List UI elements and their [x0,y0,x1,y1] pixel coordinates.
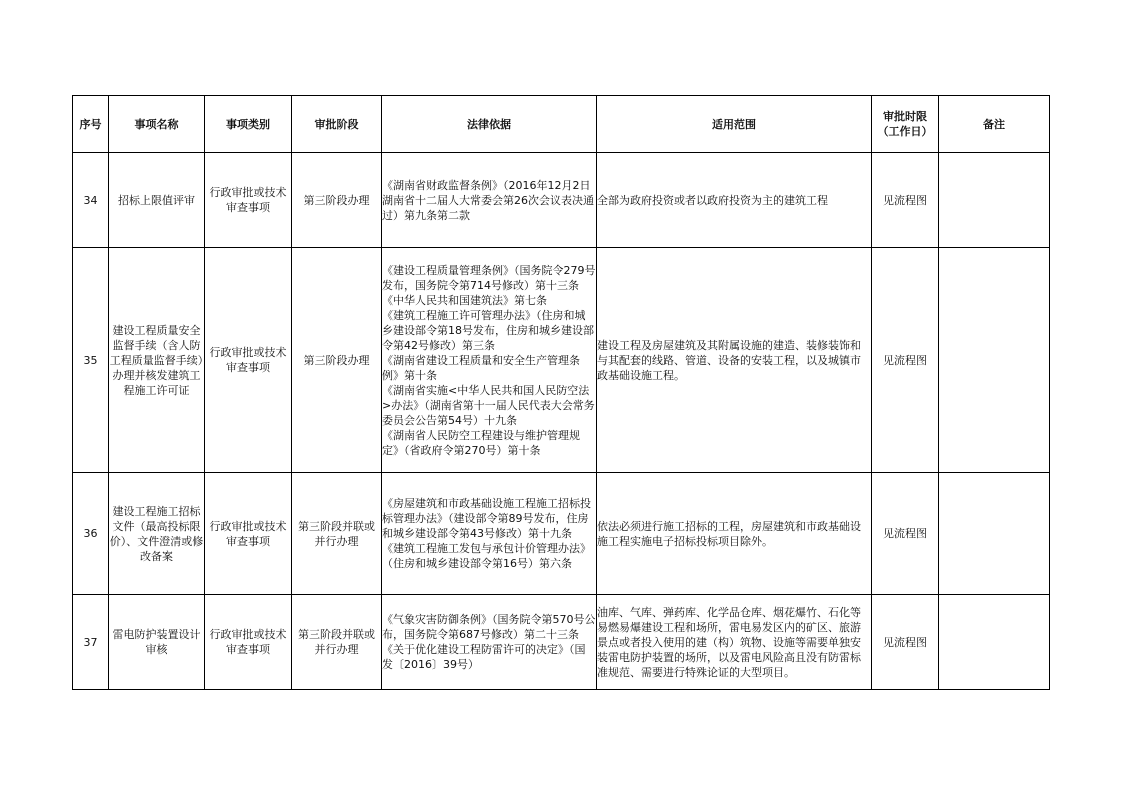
cell-scope: 全部为政府投资或者以政府投资为主的建筑工程 [597,153,872,248]
cell-category: 行政审批或技术 审查事项 [205,153,292,248]
cell-no: 37 [73,595,109,690]
cell-no: 35 [73,248,109,473]
cell-no: 34 [73,153,109,248]
header-category: 事项类别 [205,96,292,153]
cell-note [939,595,1050,690]
cell-category: 行政审批或技术 审查事项 [205,473,292,595]
cell-stage: 第三阶段办理 [292,153,382,248]
cell-time: 见流程图 [872,248,939,473]
cell-name: 招标上限值评审 [109,153,205,248]
header-stage: 审批阶段 [292,96,382,153]
cell-name: 雷电防护装置设计审核 [109,595,205,690]
cell-law: 《房屋建筑和市政基础设施工程施工招标投标管理办法》（建设部令第89号发布，住房和城乡建设部令第43号修改）第十九条 《建筑工程施工发包与承包计价管理办法》（住房和城乡建设部令第16号）第六条 [382,473,597,595]
cell-note [939,153,1050,248]
header-law: 法律依据 [382,96,597,153]
cell-law: 《湖南省财政监督条例》（2016年12月2日湖南省十二届人大常委会第26次会议表决通过）第九条第二款 [382,153,597,248]
cell-time: 见流程图 [872,473,939,595]
table-row [73,473,1050,595]
table-header-row [73,96,1050,153]
cell-category: 行政审批或技术 审查事项 [205,595,292,690]
table-row [73,153,1050,248]
cell-stage: 第三阶段并联或 并行办理 [292,473,382,595]
cell-note [939,248,1050,473]
cell-law: 《气象灾害防御条例》（国务院令第570号公布，国务院令第687号修改）第二十三条 《关于优化建设工程防雷许可的决定》（国发〔2016〕39号） [382,595,597,690]
cell-name: 建设工程质量安全监督手续（含人防工程质量监督手续）办理并核发建筑工程施工许可证 [109,248,205,473]
header-no: 序号 [73,96,109,153]
cell-scope: 依法必须进行施工招标的工程，房屋建筑和市政基础设施工程实施电子招标投标项目除外。 [597,473,872,595]
cell-time: 见流程图 [872,153,939,248]
cell-no: 36 [73,473,109,595]
header-name: 事项名称 [109,96,205,153]
header-note: 备注 [939,96,1050,153]
cell-scope: 油库、气库、弹药库、化学品仓库、烟花爆竹、石化等易燃易爆建设工程和场所，雷电易发区内的矿区、旅游景点或者投入使用的建（构）筑物、设施等需要单独安装雷电防护装置的场所，以及雷电风险高且没有防雷标准规范、需要进行特殊论证的大型项目。 [597,595,872,690]
cell-stage: 第三阶段办理 [292,248,382,473]
cell-stage: 第三阶段并联或 并行办理 [292,595,382,690]
approval-items-table [72,95,1050,690]
table-row [73,248,1050,473]
cell-time: 见流程图 [872,595,939,690]
cell-note [939,473,1050,595]
cell-name: 建设工程施工招标文件（最高投标限价）、文件澄清或修改备案 [109,473,205,595]
cell-law: 《建设工程质量管理条例》（国务院令279号发布，国务院令第714号修改）第十三条 《中华人民共和国建筑法》第七条 《建筑工程施工许可管理办法》（住房和城乡建设部令第18号发布，住房和城乡建设部令第42号修改）第三条 《湖南省建设工程质量和安全生产管理条例》第十条 《湖南省实施<中华人民共和国人民防空法>办法》（湖南省第十一届人民代表大会常务委员会公告第54号）十九条 《湖南省人民防空工程建设与维护管理规定》（省政府令第270号）第十条 [382,248,597,473]
header-time: 审批时限 （工作日） [872,96,939,153]
cell-scope: 建设工程及房屋建筑及其附属设施的建造、装修装饰和与其配套的线路、管道、设备的安装工程，以及城镇市政基础设施工程。 [597,248,872,473]
cell-category: 行政审批或技术 审查事项 [205,248,292,473]
table-row [73,595,1050,690]
header-scope: 适用范围 [597,96,872,153]
